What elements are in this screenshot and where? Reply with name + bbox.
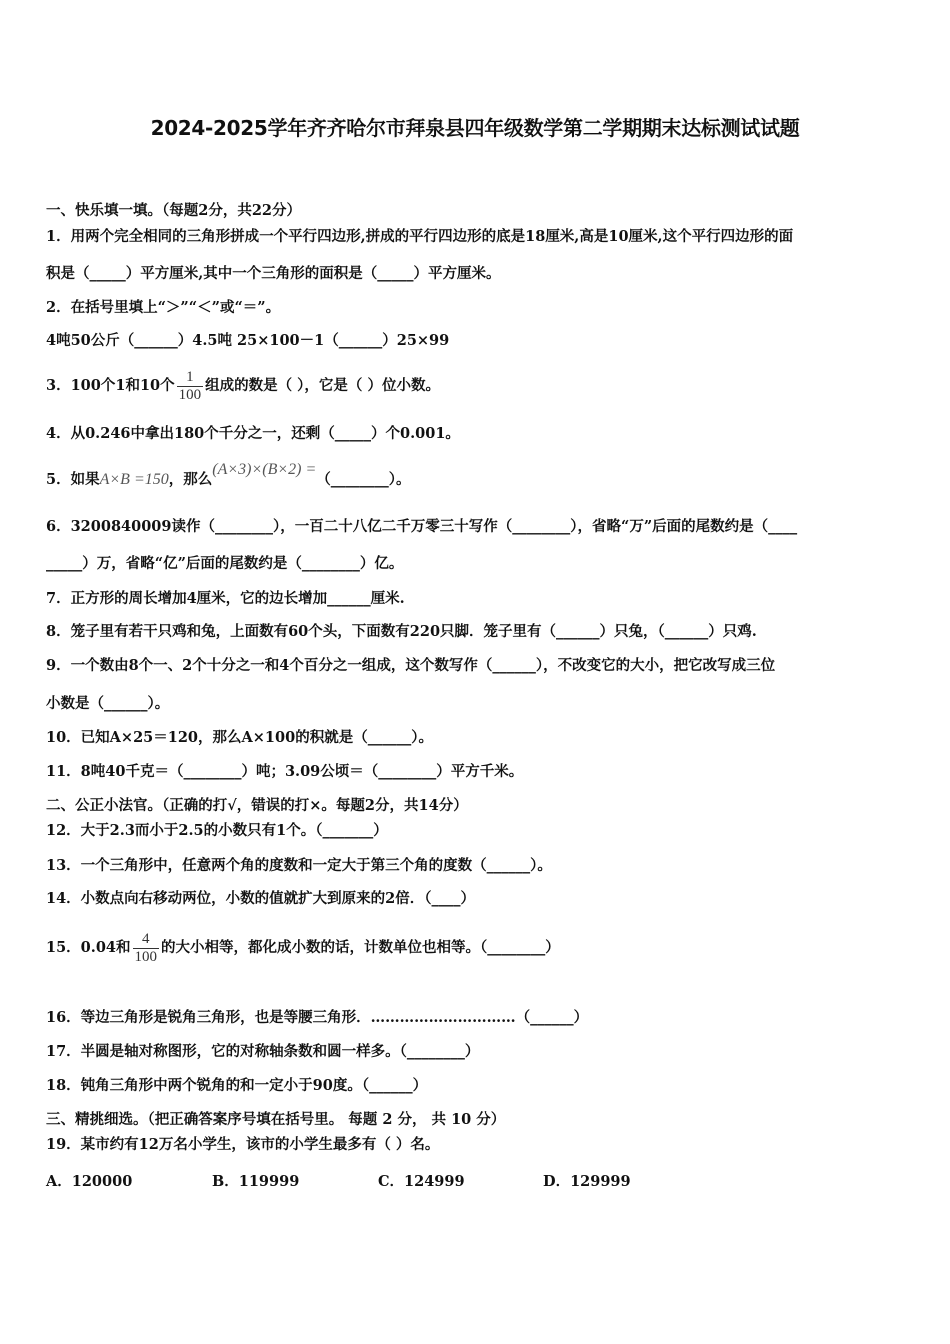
question-2-line-2: 4吨50公斤（______）4.5吨 25×100－1（______）25×99 xyxy=(46,332,450,349)
question-17: 17．半圆是轴对称图形，它的对称轴条数和圆一样多。（________） xyxy=(46,1043,480,1060)
question-15-prefix: 15．0.04和 xyxy=(46,939,131,956)
question-11: 11．8吨40千克＝（________）吨；3.09公顷＝（________）平方千米。 xyxy=(46,763,524,780)
section-header: 三、精挑细选。（把正确答案序号填在括号里。 每题 2 分， 共 10 分） xyxy=(46,1111,506,1128)
question-13: 13．一个三角形中，任意两个角的度数和一定大于第三个角的度数（______）。 xyxy=(46,857,552,874)
question-9-line-1: 9．一个数由8个一、2个十分之一和4个百分之一组成，这个数写作（______），不改变它的大小，把它改写成三位 xyxy=(46,657,776,674)
question-15-suffix: 的大小相等，都化成小数的话，计数单位也相等。（________） xyxy=(161,939,560,956)
question-5-suffix: （________）。 xyxy=(316,471,411,488)
fraction-denominator: 100 xyxy=(178,386,202,403)
question-5-middle: ，那么 xyxy=(168,471,213,488)
fraction-denominator: 100 xyxy=(134,948,157,965)
question-4: 4．从0.246中拿出180个千分之一，还剩（_____）个0.001。 xyxy=(46,425,460,442)
fraction xyxy=(177,369,204,404)
option-c: C．124999 xyxy=(378,1173,465,1190)
math-expression: A×B =150 xyxy=(99,471,169,488)
question-3-suffix: 组成的数是（ ），它是（ ）位小数。 xyxy=(205,377,440,394)
section-header: 二、公正小法官。（正确的打√，错误的打×。每题2分，共14分） xyxy=(46,797,468,814)
question-1-line-2: 积是（_____）平方厘米,其中一个三角形的面积是（_____）平方厘米。 xyxy=(46,265,501,282)
question-1-line-1: 1．用两个完全相同的三角形拼成一个平行四边形,拼成的平行四边形的底是18厘米,高是10厘米,这个平行四边形的面 xyxy=(46,228,794,245)
question-8: 8．笼子里有若干只鸡和兔，上面数有60个头，下面数有220只脚．笼子里有（______）只兔，（______）只鸡. xyxy=(46,623,757,640)
section-header: 一、快乐填一填。（每题2分，共22分） xyxy=(46,202,302,219)
fraction-numerator: 1 xyxy=(177,369,204,387)
question-14: 14．小数点向右移动两位，小数的值就扩大到原来的2倍．（____） xyxy=(46,890,476,907)
question-12: 12．大于2.3而小于2.5的小数只有1个。（_______） xyxy=(46,822,388,839)
question-9-line-2: 小数是（______）。 xyxy=(46,695,170,712)
question-16: 16．等边三角形是锐角三角形，也是等腰三角形．…………………………（______） xyxy=(46,1009,589,1026)
question-15 xyxy=(46,928,560,968)
fraction xyxy=(133,931,160,966)
option-d: D．129999 xyxy=(543,1173,631,1190)
question-19: 19．某市约有12万名小学生，该市的小学生最多有（ ）名。 xyxy=(46,1136,440,1153)
page-title: 2024-2025学年齐齐哈尔市拜泉县四年级数学第二学期期末达标测试试题 xyxy=(150,116,800,140)
question-3-prefix: 3．100个1和10个 xyxy=(46,377,175,394)
question-6-line-1: 6．3200840009读作（________），一百二十八亿二千万零三十写作（________），省略“万”后面的尾数约是（____ xyxy=(46,518,798,535)
question-3 xyxy=(46,366,440,406)
question-7: 7．正方形的周长增加4厘米，它的边长增加______厘米. xyxy=(46,590,405,607)
question-18: 18．钝角三角形中两个锐角的和一定小于90度。（______） xyxy=(46,1077,428,1094)
fraction-numerator: 4 xyxy=(133,931,160,949)
question-6-line-2: _____）万，省略“亿”后面的尾数约是（________）亿。 xyxy=(46,555,404,572)
question-5-prefix: 5．如果 xyxy=(46,471,100,488)
option-a: A．120000 xyxy=(46,1173,133,1190)
question-5 xyxy=(46,461,411,492)
question-10: 10．已知A×25＝120，那么A×100的积就是（______）。 xyxy=(46,729,433,746)
option-b: B．119999 xyxy=(212,1173,300,1190)
math-expression: (A×3)×(B×2) = xyxy=(212,461,317,478)
question-2-line-1: 2．在括号里填上“＞”“＜”或“＝”。 xyxy=(46,299,281,316)
